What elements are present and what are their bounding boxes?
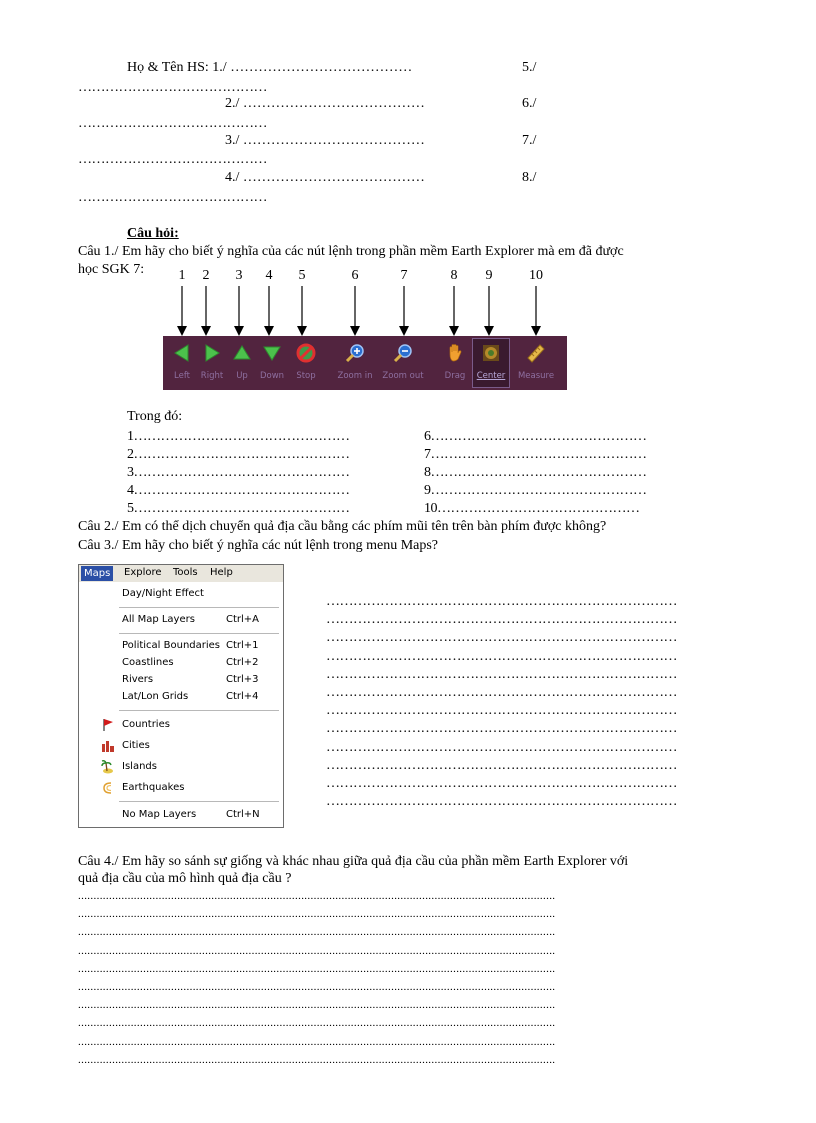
answer-line: …………………………………………………………………… bbox=[326, 739, 677, 755]
answer-line: .......................................................................................................................................................... bbox=[78, 981, 556, 993]
shortcut: Ctrl+1 bbox=[226, 640, 259, 651]
menu-item-islands[interactable]: Islands bbox=[122, 761, 157, 772]
callout-arrow bbox=[200, 286, 212, 336]
menu-item-rivers[interactable]: Rivers bbox=[122, 674, 154, 685]
answer-line: …………………………………………………………………… bbox=[326, 757, 677, 773]
student-slot-6: 6./ bbox=[522, 96, 537, 111]
student-slot-5: 5./ bbox=[522, 60, 537, 75]
right-label: Right bbox=[200, 371, 224, 381]
answer-line: .......................................................................................................................................................... bbox=[78, 1035, 556, 1048]
student-slot-4: 4./ ………………………………… bbox=[225, 170, 425, 185]
answer-line: 8………………………………………… bbox=[424, 465, 647, 480]
menu-item-countries[interactable]: Countries bbox=[122, 719, 170, 730]
menu-maps[interactable]: Maps bbox=[81, 566, 113, 581]
trong-do-label: Trong đó: bbox=[127, 409, 183, 424]
answer-line: …………………………………………………………………… bbox=[326, 703, 677, 719]
menu-tools[interactable]: Tools bbox=[173, 567, 198, 578]
answer-line: …………………………………………………………………… bbox=[326, 594, 677, 609]
zoom-in-button[interactable] bbox=[333, 336, 377, 390]
student-slot-3: 3./ ………………………………… bbox=[225, 133, 425, 148]
callout-number: 8 bbox=[450, 268, 458, 283]
answer-line: 3………………………………………… bbox=[127, 465, 350, 480]
answer-line: …………………………………………………………………… bbox=[326, 776, 677, 791]
answer-line: 5………………………………………… bbox=[127, 501, 350, 516]
menu-explore[interactable]: Explore bbox=[124, 567, 162, 578]
city-icon bbox=[101, 739, 115, 753]
callout-number: 9 bbox=[485, 268, 493, 283]
earth-explorer-toolbar bbox=[163, 336, 567, 390]
measure-label: Measure bbox=[517, 371, 555, 381]
callout-number: 1 bbox=[178, 268, 186, 283]
menu-help[interactable]: Help bbox=[210, 567, 233, 578]
zoom-out-button[interactable] bbox=[379, 336, 427, 390]
student-line-continuation: …………………………………… bbox=[78, 116, 267, 131]
answer-line: …………………………………………………………………… bbox=[326, 630, 677, 646]
student-slot-7: 7./ bbox=[522, 133, 537, 148]
callout-arrow bbox=[263, 286, 275, 336]
menu-separator bbox=[119, 633, 279, 634]
zoom-out-icon bbox=[392, 342, 414, 364]
student-line-continuation: …………………………………… bbox=[78, 80, 267, 95]
up-label: Up bbox=[236, 371, 248, 381]
zoom-in-label: Zoom in bbox=[337, 371, 373, 381]
callout-number: 3 bbox=[235, 268, 243, 283]
shortcut: Ctrl+4 bbox=[226, 691, 259, 702]
menu-bar bbox=[79, 565, 283, 582]
answer-line: .......................................................................................................................................................... bbox=[78, 999, 556, 1012]
shortcut: Ctrl+N bbox=[226, 809, 260, 820]
callout-arrow bbox=[398, 286, 410, 336]
drag-label: Drag bbox=[444, 371, 466, 381]
student-slot-2: 2./ ………………………………… bbox=[225, 96, 425, 111]
down-label: Down bbox=[259, 371, 285, 381]
student-name-label: Họ & Tên HS: 1./ ………………………………… bbox=[127, 60, 413, 75]
callout-number: 10 bbox=[529, 268, 543, 283]
questions-title: Câu hỏi: bbox=[127, 226, 179, 241]
stop-label: Stop bbox=[296, 371, 316, 381]
menu-separator bbox=[119, 607, 279, 608]
student-line-continuation: …………………………………… bbox=[78, 152, 267, 167]
center-label: Center bbox=[476, 371, 506, 381]
question-3-text: Câu 3./ Em hãy cho biết ý nghĩa các nút lệnh trong menu Maps? bbox=[78, 538, 439, 553]
drag-button[interactable] bbox=[439, 336, 471, 390]
callout-number: 7 bbox=[400, 268, 408, 283]
answer-line: .......................................................................................................................................................... bbox=[78, 962, 556, 975]
zoom-out-label: Zoom out bbox=[382, 371, 424, 381]
callout-number: 5 bbox=[298, 268, 306, 283]
zoom-in-icon bbox=[344, 342, 366, 364]
arrow-left-icon bbox=[171, 342, 193, 364]
answer-line: .......................................................................................................................................................... bbox=[78, 1053, 556, 1066]
answer-line: …………………………………………………………………… bbox=[326, 721, 677, 737]
answer-line: 10……………………………………… bbox=[424, 501, 640, 516]
stop-button[interactable] bbox=[289, 336, 323, 390]
right-button[interactable] bbox=[197, 336, 227, 390]
answer-line: …………………………………………………………………… bbox=[326, 685, 677, 700]
answer-line: …………………………………………………………………… bbox=[326, 794, 677, 810]
question-1-text-cont: học SGK 7: bbox=[78, 262, 145, 277]
earthquake-icon bbox=[101, 781, 115, 795]
menu-item-political-boundaries[interactable]: Political Boundaries bbox=[122, 640, 221, 651]
answer-line: 9………………………………………… bbox=[424, 483, 647, 498]
answer-line: …………………………………………………………………… bbox=[326, 648, 677, 664]
maps-menu-screenshot bbox=[78, 564, 284, 828]
menu-item-day-night[interactable]: Day/Night Effect bbox=[122, 588, 204, 599]
callout-arrow bbox=[530, 286, 542, 336]
menu-item-cities[interactable]: Cities bbox=[122, 740, 150, 751]
hand-icon bbox=[444, 342, 466, 364]
measure-button[interactable] bbox=[513, 336, 559, 390]
callout-arrow bbox=[349, 286, 361, 336]
callout-number: 4 bbox=[265, 268, 273, 283]
question-2-text: Câu 2./ Em có thể dịch chuyển quả địa cầu bằng các phím mũi tên trên bàn phím được không? bbox=[78, 519, 607, 534]
answer-line: 6………………………………………… bbox=[424, 429, 647, 444]
student-line-continuation: …………………………………… bbox=[78, 190, 267, 205]
answer-line: .......................................................................................................................................................... bbox=[78, 908, 556, 921]
shortcut: Ctrl+A bbox=[226, 614, 260, 625]
arrow-down-icon bbox=[261, 342, 283, 364]
callout-number: 2 bbox=[202, 268, 210, 283]
arrow-up-icon bbox=[231, 342, 253, 364]
callout-arrow bbox=[233, 286, 245, 336]
question-4-text: Câu 4./ Em hãy so sánh sự giống và khác nhau giữa quả địa cầu của phần mềm Earth Explorer với bbox=[78, 854, 629, 869]
answer-line: 1………………………………………… bbox=[127, 429, 350, 444]
answer-line: .......................................................................................................................................................... bbox=[78, 944, 556, 957]
up-button[interactable] bbox=[229, 336, 255, 390]
shortcut: Ctrl+3 bbox=[226, 674, 259, 685]
menu-item-no-map-layers[interactable]: No Map Layers bbox=[122, 809, 197, 820]
answer-line: .......................................................................................................................................................... bbox=[78, 1017, 556, 1030]
question-1-text: Câu 1./ Em hãy cho biết ý nghĩa của các nút lệnh trong phần mềm Earth Explorer mà em đã được bbox=[78, 244, 624, 259]
menu-separator bbox=[119, 710, 279, 711]
answer-line: .......................................................................................................................................................... bbox=[78, 926, 556, 939]
arrow-right-icon bbox=[201, 342, 223, 364]
left-label: Left bbox=[174, 371, 190, 381]
answer-line: …………………………………………………………………… bbox=[326, 612, 677, 628]
answer-line: 4………………………………………… bbox=[127, 483, 350, 498]
flag-icon bbox=[101, 718, 115, 732]
answer-line: 7………………………………………… bbox=[424, 447, 647, 462]
student-slot-8: 8./ bbox=[522, 170, 537, 185]
stop-icon bbox=[295, 342, 317, 364]
left-button[interactable] bbox=[169, 336, 195, 390]
menu-item-lat-lon-grids[interactable]: Lat/Lon Grids bbox=[122, 691, 189, 702]
question-4-text-cont: quả địa cầu của mô hình quả địa cầu ? bbox=[78, 871, 292, 886]
island-icon bbox=[101, 760, 115, 774]
center-button[interactable] bbox=[472, 336, 510, 390]
menu-item-all-layers[interactable]: All Map Layers bbox=[122, 614, 195, 625]
callout-arrow bbox=[448, 286, 460, 336]
menu-item-earthquakes[interactable]: Earthquakes bbox=[122, 782, 185, 793]
answer-line: …………………………………………………………………… bbox=[326, 666, 677, 682]
callout-number: 6 bbox=[351, 268, 359, 283]
answer-line: 2………………………………………… bbox=[127, 447, 350, 462]
ruler-icon bbox=[525, 342, 547, 364]
down-button[interactable] bbox=[257, 336, 287, 390]
menu-item-coastlines[interactable]: Coastlines bbox=[122, 657, 174, 668]
answer-line: .......................................................................................................................................................... bbox=[78, 890, 556, 902]
shortcut: Ctrl+2 bbox=[226, 657, 259, 668]
callout-arrow bbox=[296, 286, 308, 336]
center-icon bbox=[480, 342, 502, 364]
menu-separator bbox=[119, 801, 279, 802]
callout-arrow bbox=[483, 286, 495, 336]
callout-arrow bbox=[176, 286, 188, 336]
